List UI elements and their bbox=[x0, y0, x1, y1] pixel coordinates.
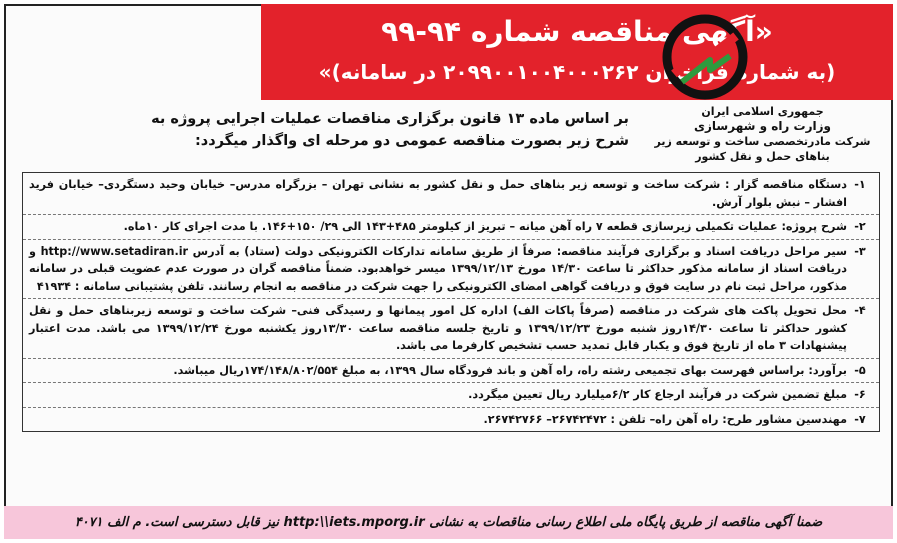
item-text: برآورد: براساس فهرست بهای تجمیعی رشته راه، راه آهن و باند فرودگاه سال ۱۳۹۹، به مبلغ ۱۷۴/۱۴۸/۸۰۲/۵۵۴ریال میباشد. bbox=[173, 363, 847, 377]
org-company: شرکت مادرتخصصی ساخت و توسعه زیر بناهای حمل و نقل کشور bbox=[654, 135, 871, 163]
list-item bbox=[23, 215, 879, 240]
org-ministry: وزارت راه و شهرسازی bbox=[694, 119, 831, 133]
item-number: ۴- bbox=[854, 304, 866, 317]
list-item bbox=[23, 173, 879, 215]
tender-items-list bbox=[22, 172, 880, 432]
item-number: ۶- bbox=[854, 388, 866, 401]
intro-text bbox=[129, 108, 629, 152]
item-number: ۵- bbox=[854, 363, 866, 377]
ministry-logo-icon bbox=[660, 12, 750, 102]
item-text: مهندسین مشاور طرح: راه آهن راه– تلفن : ۲۶۷۴۲۴۷۲– ۲۶۷۴۲۷۶۶. bbox=[483, 412, 847, 426]
item-number: ۱- bbox=[854, 178, 866, 191]
banner-title: «آگهی مناقصه شماره ۹۴-۹۹ bbox=[381, 15, 773, 48]
item-text: محل تحویل پاکت های شرکت در مناقصه (صرفاً پاکات الف) اداره کل امور پیمانها و رسیدگی فنی– شرکت ساخت و توسعه زیربناهای حمل و نقل کشور حداکثر تا ساعت ۱۴/۳۰روز شنبه مورخ ۱۳۹۹/۱۲/۲۳ و تاریخ جلسه مناقصه ساعت ۱۳/۳۰روز یکشنبه مورخ ۱۳۹۹/۱۲/۲۴ می باشد. مدت اعتبار پیشنهادات ۳ ماه از تاریخ فوق و یکبار قابل تمدید حسب تشخیص کارفرما می باشد. bbox=[29, 304, 847, 352]
organization-block bbox=[640, 104, 885, 164]
footer-notice bbox=[4, 506, 893, 539]
footer-text-tail: نیز قابل دسترسی است. bbox=[145, 515, 279, 530]
item-number: ۲- bbox=[854, 220, 866, 233]
list-item bbox=[23, 383, 879, 408]
intro-line-1: بر اساس ماده ۱۳ قانون برگزاری مناقصات عملیات اجرایی پروژه به bbox=[151, 111, 629, 127]
iets-link[interactable]: http:\\iets.mporg.ir bbox=[283, 515, 425, 530]
footer-text: ضمنا آگهی مناقصه از طریق پایگاه ملی اطلاع رسانی مناقصات به نشانی bbox=[429, 515, 823, 530]
item-text-part: و دریافت اسناد از سامانه مذکور حداکثر تا ساعت ۱۴/۳۰ مورخ ۱۳۹۹/۱۲/۱۳ میسر خواهدبود. ضمناً مناقصه گران در صورت عدم عضویت قبلی در سامانه مذکور، مراحل ثبت نام در سایت فوق و دریافت گواهی امضای الکترونیکی را جهت شرکت در مناقصه به انجام رسانند. تلفن پشتیبانی سامانه : ۴۱۹۳۴ bbox=[29, 244, 847, 293]
item-text: شرح پروژه: عملیات تکمیلی زیرسازی قطعه ۷ راه آهن میانه – تبریز از کیلومتر ۴۸۵+۱۴۳ الی ۲۹/ ۱۵۰+۱۴۶. با مدت اجرای کار ۱۰ماه. bbox=[123, 220, 847, 233]
list-item bbox=[23, 240, 879, 300]
setad-link[interactable]: http://www.setadiran.ir bbox=[40, 244, 189, 258]
item-text bbox=[29, 243, 847, 296]
list-item bbox=[23, 359, 879, 384]
list-item bbox=[23, 408, 879, 432]
footer-code: م الف ۴۰۷۱ bbox=[74, 515, 141, 530]
item-text-part: سیر مراحل دریافت اسناد و برگزاری فرآیند مناقصه: صرفاً از طریق سامانه تدارکات الکترونیکی دولت (ستاد) به آدرس bbox=[192, 244, 848, 258]
item-text: دستگاه مناقصه گزار : شرکت ساخت و توسعه زیر بناهای حمل و نقل کشور به نشانی تهران – بزرگراه مدرس– خیابان وحید دستگردی– خیابان فرید افشار – نبش بلوار آرش. bbox=[29, 178, 847, 209]
banner-subtitle: (به شماره فراخوان ۲۰۹۹۰۰۱۰۰۴۰۰۰۲۶۲ در سامانه)» bbox=[318, 60, 836, 84]
item-number: ۷- bbox=[854, 412, 866, 426]
item-number: ۳- bbox=[854, 244, 866, 258]
list-item bbox=[23, 299, 879, 359]
header-banner bbox=[261, 4, 893, 100]
intro-line-2: شرح زیر بصورت مناقصه عمومی دو مرحله ای واگذار میگردد: bbox=[194, 133, 629, 149]
item-text: مبلغ تضمین شرکت در فرآیند ارجاع کار ۶/۲میلیارد ریال تعیین میگردد. bbox=[468, 388, 847, 401]
org-country: جمهوری اسلامی ایران bbox=[701, 105, 824, 118]
